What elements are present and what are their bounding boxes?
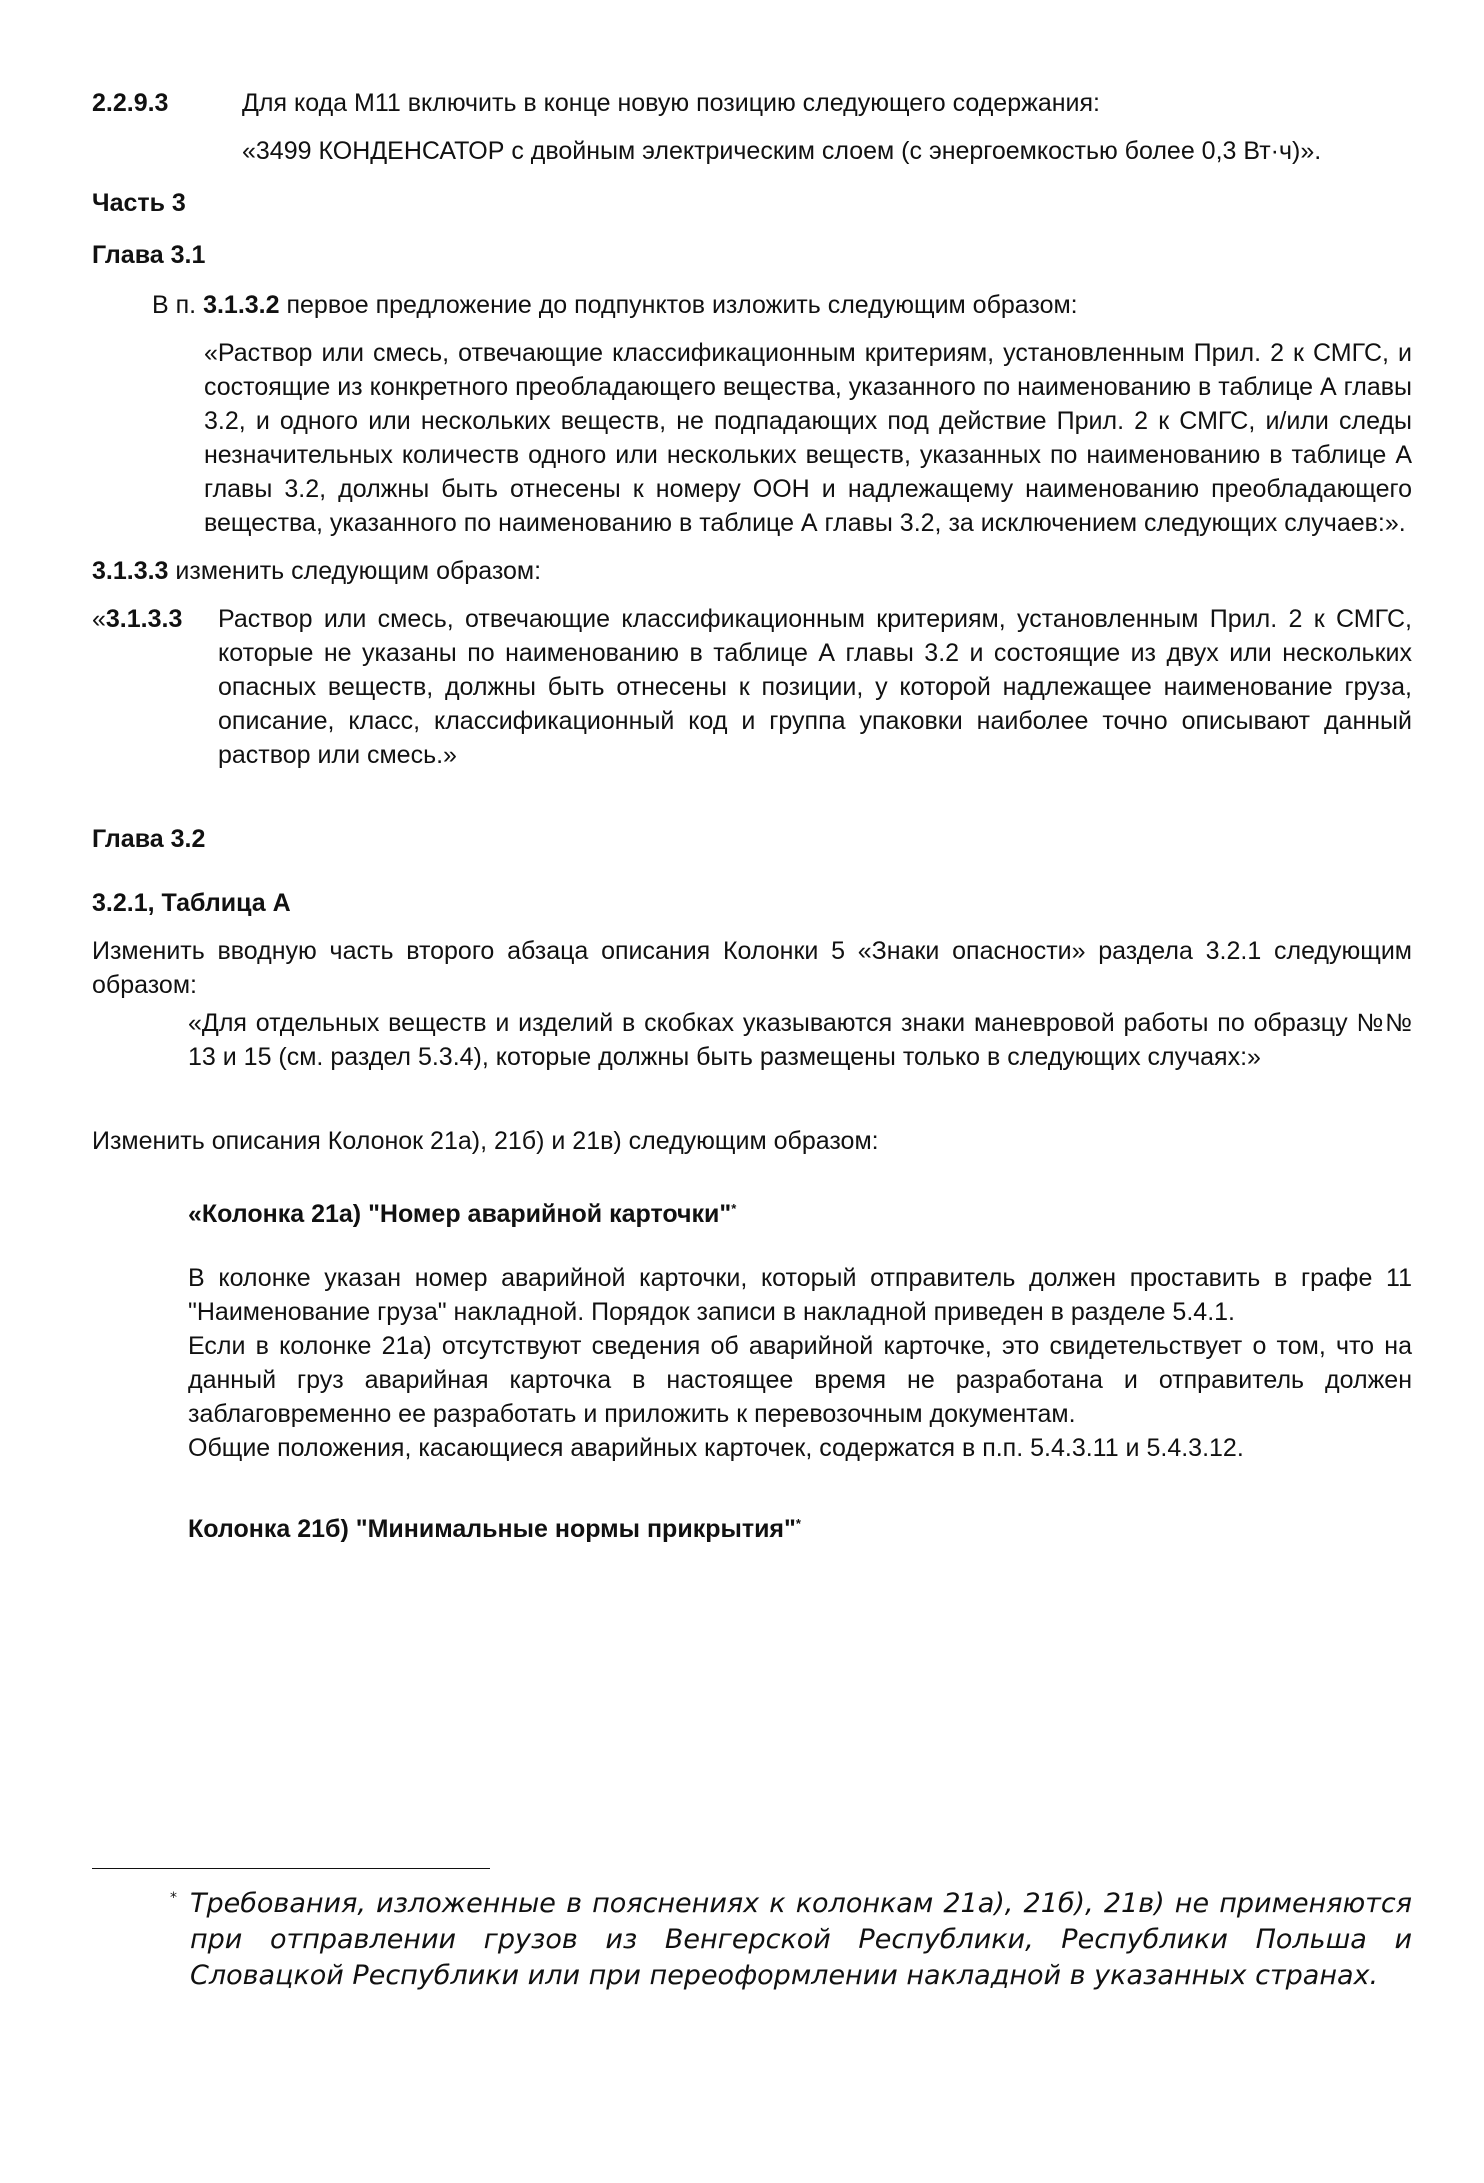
footnote-ref: *: [731, 1201, 737, 1216]
heading-part-3: Часть 3: [92, 189, 186, 217]
quote-text: Раствор или смесь, отвечающие классификационным критериям, установленным Прил. 2 к СМГС, которые не указаны по наименованию в таблице А главы 3.2 и состоящие из двух или нескольких опасных веществ, должны быть отнесены к позиции, у которой надлежащее наименование груза, описание, класс, классификационный код и группа упаковки наиболее точно описывают данный раствор или смесь.»: [218, 605, 1412, 769]
instruction-columns-21: Изменить описания Колонок 21а), 21б) и 21в) следующим образом:: [92, 1127, 879, 1155]
heading-column-21a: [188, 1192, 1412, 1231]
instruction-prefix: В п.: [152, 291, 197, 319]
quote-column-5: «Для отдельных веществ и изделий в скобках указываются знаки маневровой работы по образцу №№ 13 и 15 (см. раздел 5.3.4), которые должны быть размещены только в следующих случаях:»: [188, 1009, 1412, 1071]
heading-chapter-3-1: Глава 3.1: [92, 241, 206, 269]
column-21b-title: Колонка 21б) "Минимальные нормы прикрытия": [188, 1515, 796, 1543]
instruction-ref: 3.1.3.2: [203, 291, 280, 319]
item-text: Для кода М11 включить в конце новую позицию следующего содержания:: [242, 89, 1100, 117]
instruction-3-1-3-3: [92, 554, 1412, 588]
footnote-text: Требования, изложенные в пояснениях к колонкам 21а), 21б), 21в) не применяются при отправлении грузов из Венгерской Республики, Республики Польша и Словацкой Республики или при переоформлении накладной в указанных странах.: [190, 1888, 1412, 1991]
instruction-text: изменить следующим образом:: [175, 557, 542, 585]
quote-open-mark: «: [92, 605, 106, 633]
column-21a-description: [188, 1261, 1412, 1465]
quote-number-text: 3.1.3.3: [105, 605, 183, 633]
quote-number: [92, 602, 218, 772]
footnote-separator: [92, 1868, 490, 1869]
instruction-suffix: первое предложение до подпунктов изложить следующим образом:: [286, 291, 1078, 319]
column-21a-paragraph-2: Если в колонке 21а) отсутствуют сведения об аварийной карточке, это свидетельствует о том, что на данный груз аварийная карточка в настоящее время не разработана и отправитель должен заблаговременно ее разработать и приложить к перевозочным документам.: [188, 1332, 1412, 1428]
column-21a-title: «Колонка 21а) "Номер аварийной карточки": [188, 1200, 732, 1228]
quote-3-1-3-2: «Раствор или смесь, отвечающие классификационным критериям, установленным Прил. 2 к СМГС, и состоящие из конкретного преобладающего вещества, указанного по наименованию в таблице А главы 3.2, и одного или нескольких веществ, не подпадающих под действие Прил. 2 к СМГС, и/или следы незначительных количеств одного или нескольких веществ, указанных по наименованию в таблице А главы 3.2, должны быть отнесены к номеру ООН и надлежащему наименованию преобладающего вещества, указанного по наименованию в таблице А главы 3.2, за исключением следующих случаев:».: [204, 339, 1412, 537]
instruction-ref: 3.1.3.3: [92, 557, 169, 585]
quote-3-1-3-3: [92, 602, 1412, 772]
document-page: [92, 86, 1412, 1546]
heading-column-21b: [188, 1507, 1412, 1546]
quote-capacitor: «3499 КОНДЕНСАТОР с двойным электрическим слоем (с энергоемкостью более 0,3 Вт·ч)».: [242, 137, 1322, 165]
heading-table-a: 3.2.1, Таблица А: [92, 889, 291, 917]
instruction-column-5: Изменить вводную часть второго абзаца описания Колонки 5 «Знаки опасности» раздела 3.2.1 следующим образом:: [92, 937, 1412, 999]
column-21a-paragraph-1: В колонке указан номер аварийной карточки, который отправитель должен проставить в графе 11 "Наименование груза" накладной. Порядок записи в накладной приведен в разделе 5.4.1.: [188, 1264, 1412, 1326]
column-21a-paragraph-3: Общие положения, касающиеся аварийных карточек, содержатся в п.п. 5.4.3.11 и 5.4.3.12.: [188, 1434, 1244, 1462]
instruction-3-1-3-2: [152, 288, 1412, 322]
footnote-ref: *: [795, 1516, 801, 1531]
item-number: 2.2.9.3: [92, 89, 169, 117]
heading-chapter-3-2: Глава 3.2: [92, 825, 206, 853]
footnote-mark: *: [170, 1890, 177, 1906]
item-2-2-9-3: [92, 86, 1412, 120]
footnote: [170, 1886, 1412, 1994]
